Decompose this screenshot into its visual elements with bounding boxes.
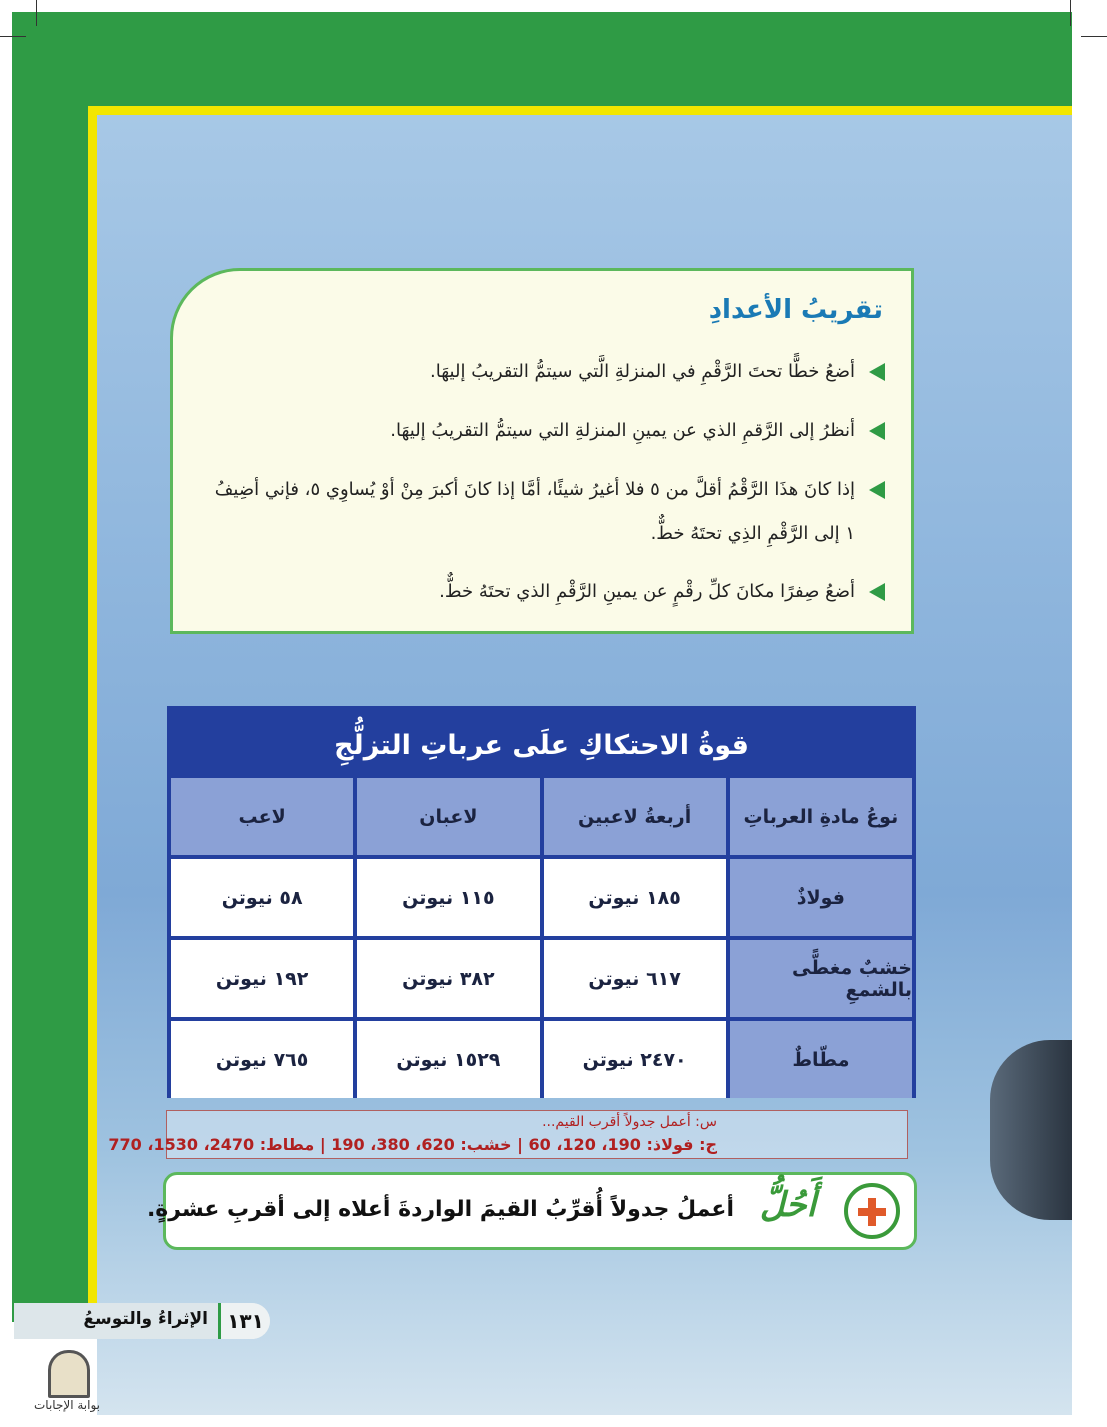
table-cell: ٣٨٢ نيوتن <box>357 940 539 1017</box>
triangle-bullet-icon <box>869 481 885 499</box>
left-green-band <box>12 12 88 1322</box>
answer-question: س: أعمل جدولاً أقرب القيم... <box>542 1114 717 1130</box>
top-yellow-stripe <box>88 106 1072 115</box>
table-grid <box>171 774 912 1098</box>
solve-exercise-box <box>146 1172 917 1250</box>
answer-line: ج: فولاذ: 190، 120، 60 | خشب: 620، 380، 190 | مطاط: 2470، 1530، 770 <box>108 1135 717 1154</box>
table-title: قوةُ الاحتكاكِ علَى عرباتِ التزلُّجِ <box>334 730 749 761</box>
rule-item: إذا كانَ هذَا الرَّقْمُ أقلَّ من ٥ فلا أغيرُ شيئًا، أمَّا إذا كانَ أكبرَ مِنْ أوْ يُساوِي ٥، فإني أضِيفُ ١ إلى الرَّقْمِ الذِي تحتَهُ خطٌّ. <box>214 479 855 544</box>
triangle-bullet-icon <box>869 422 885 440</box>
aircraft-nose-image <box>990 1040 1072 1220</box>
rounding-rules-box <box>170 268 914 634</box>
rule-item: أنظرُ إلى الرَّقمِ الذي عن يمينِ المنزلةِ التي سيتمُّ التقريبُ إليهَا. <box>390 420 855 441</box>
table-cell: ١٩٢ نيوتن <box>171 940 353 1017</box>
table-header-cell: لاعبان <box>357 778 539 855</box>
rule-item: أضعُ خطًّا تحتَ الرَّقْمِ في المنزلةِ الَّتي سيتمُّ التقريبُ إليهَا. <box>430 361 855 382</box>
table-header-cell: نوعُ مادةِ العرباتِ <box>730 778 912 855</box>
table-row-header: خشبٌ مغطًّى بالشمعِ <box>730 940 912 1017</box>
rules-title: تقريبُ الأعدادِ <box>708 295 883 325</box>
plus-circle-icon <box>844 1183 900 1239</box>
table-cell: ١٥٢٩ نيوتن <box>357 1021 539 1098</box>
table-row-header: مطّاطٌ <box>730 1021 912 1098</box>
logo-text: بوابة الإجابات <box>34 1398 101 1412</box>
table-cell: ٧٦٥ نيوتن <box>171 1021 353 1098</box>
crop-mark <box>1081 36 1107 37</box>
triangle-bullet-icon <box>869 583 885 601</box>
table-header-cell: أربعةُ لاعبين <box>544 778 726 855</box>
table-cell: ٦١٧ نيوتن <box>544 940 726 1017</box>
crop-mark <box>1070 0 1071 26</box>
top-green-band <box>12 12 1072 108</box>
page-footer <box>14 1303 270 1339</box>
left-yellow-stripe <box>88 106 97 1326</box>
triangle-bullet-icon <box>869 363 885 381</box>
section-label: الإثراءُ والتوسعُ <box>83 1309 208 1329</box>
friction-table <box>167 706 916 1098</box>
crop-mark <box>0 36 26 37</box>
rule-item: أضعُ صِفرًا مكانَ كلِّ رقْمٍ عن يمينِ الرَّقْمِ الذي تحتَهُ خطٌّ. <box>439 581 855 602</box>
table-cell: ٥٨ نيوتن <box>171 859 353 936</box>
table-row-header: فولاذٌ <box>730 859 912 936</box>
table-cell: ١١٥ نيوتن <box>357 859 539 936</box>
crop-mark <box>36 0 37 26</box>
table-header-cell: لاعب <box>171 778 353 855</box>
mosque-logo-icon <box>48 1350 90 1398</box>
table-cell: ١٨٥ نيوتن <box>544 859 726 936</box>
handwritten-answer-box <box>108 1110 908 1159</box>
solve-label: أَحُلُّ <box>759 1185 816 1225</box>
table-cell: ٢٤٧٠ نيوتن <box>544 1021 726 1098</box>
solve-text: أعملُ جدولاً أُقرِّبُ القيمَ الواردةَ أعلاه إلى أقربِ عشرةٍ. <box>146 1197 734 1222</box>
page-number: ١٣١ <box>218 1303 270 1339</box>
